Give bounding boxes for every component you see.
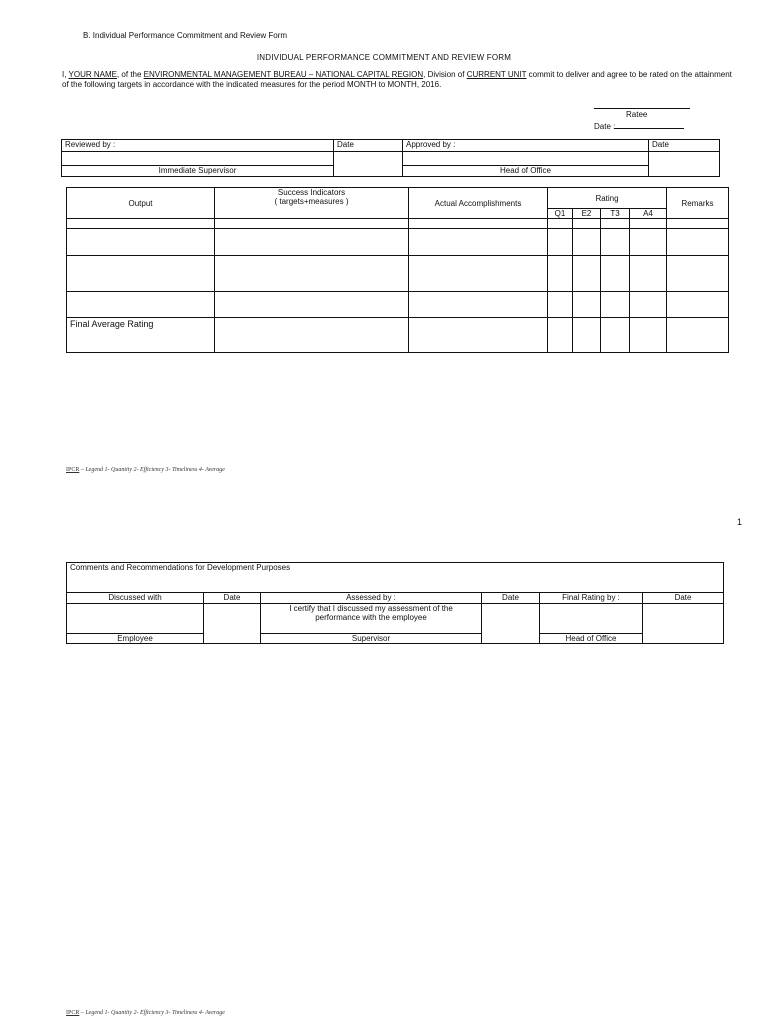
col-rating-header: Rating xyxy=(548,188,667,209)
para-prefix: I, xyxy=(62,70,69,79)
review-date-label: Date xyxy=(334,140,403,152)
commitment-paragraph xyxy=(62,70,732,90)
approved-by-label: Approved by : xyxy=(403,140,649,152)
remarks-cell[interactable] xyxy=(667,292,729,318)
unit-placeholder: CURRENT UNIT xyxy=(466,70,527,79)
rating-a-cell[interactable] xyxy=(630,256,667,292)
indicator-cell[interactable] xyxy=(215,219,409,229)
employee-date-cell[interactable] xyxy=(204,604,261,644)
remarks-cell[interactable] xyxy=(667,219,729,229)
remarks-cell[interactable] xyxy=(667,229,729,256)
assessed-date-label: Date xyxy=(482,593,540,604)
name-placeholder: YOUR NAME xyxy=(68,70,117,79)
indicator-cell[interactable] xyxy=(215,256,409,292)
approver-signature-cell[interactable] xyxy=(403,152,649,166)
rating-a-header: A4 xyxy=(630,209,667,219)
legend-bottom xyxy=(66,1010,225,1016)
head-of-office-label: Head of Office xyxy=(403,166,649,177)
supervisor-date-cell[interactable] xyxy=(482,604,540,644)
final-rating-date-label: Date xyxy=(643,593,724,604)
rating-q-cell[interactable] xyxy=(548,229,573,256)
final-remarks-cell[interactable] xyxy=(667,318,729,353)
head-of-office-bottom-label: Head of Office xyxy=(540,634,643,644)
rating-a-cell[interactable] xyxy=(630,229,667,256)
accomplishment-cell[interactable] xyxy=(409,229,548,256)
rating-e-cell[interactable] xyxy=(573,219,601,229)
discussed-with-label: Discussed with xyxy=(67,593,204,604)
table-row xyxy=(67,256,729,292)
rating-e-cell[interactable] xyxy=(573,292,601,318)
approval-date-cell[interactable] xyxy=(649,152,720,177)
final-indicator-cell[interactable] xyxy=(215,318,409,353)
employee-label: Employee xyxy=(67,634,204,644)
legend-text-top: – Legend 1- Quantity 2- Efficiency 3- Timeliness 4- Average xyxy=(79,467,225,473)
output-cell[interactable] xyxy=(67,219,215,229)
review-approval-table xyxy=(61,139,720,177)
ratee-signature-line xyxy=(594,102,690,109)
legend-ipcr-bottom: IPCR xyxy=(66,1010,80,1016)
final-a-cell[interactable] xyxy=(630,318,667,353)
success-header-line2: ( targets+measures ) xyxy=(274,197,349,206)
col-success-indicators-header xyxy=(215,188,409,219)
comments-table xyxy=(66,562,724,644)
rating-e-header: E2 xyxy=(573,209,601,219)
table-row xyxy=(67,292,729,318)
ratee-date-label: Date : xyxy=(594,122,616,131)
head-signature-cell[interactable] xyxy=(540,604,643,634)
legend-top xyxy=(66,467,225,473)
rating-q-cell[interactable] xyxy=(548,256,573,292)
rating-q-cell[interactable] xyxy=(548,219,573,229)
final-t-cell[interactable] xyxy=(601,318,630,353)
output-cell[interactable] xyxy=(67,229,215,256)
reviewed-by-label: Reviewed by : xyxy=(62,140,334,152)
para-mid1: , of the xyxy=(116,70,144,79)
col-actual-header: Actual Accomplishments xyxy=(409,188,548,219)
final-e-cell[interactable] xyxy=(573,318,601,353)
indicator-cell[interactable] xyxy=(215,229,409,256)
accomplishment-cell[interactable] xyxy=(409,219,548,229)
reviewer-signature-cell[interactable] xyxy=(62,152,334,166)
review-date-cell[interactable] xyxy=(334,152,403,177)
section-label: B. Individual Performance Commitment and Review Form xyxy=(83,31,288,40)
certify-statement xyxy=(261,604,482,634)
agency-name: ENVIRONMENTAL MANAGEMENT BUREAU – NATIONAL CAPITAL REGION xyxy=(143,70,424,79)
immediate-supervisor-label: Immediate Supervisor xyxy=(62,166,334,177)
final-rating-by-label: Final Rating by : xyxy=(540,593,643,604)
final-accomplishment-cell[interactable] xyxy=(409,318,548,353)
legend-text-bottom: – Legend 1- Quantity 2- Efficiency 3- Timeliness 4- Average xyxy=(79,1010,225,1016)
final-average-label: Final Average Rating xyxy=(67,318,215,353)
para-mid2: , Division of xyxy=(423,70,467,79)
rating-e-cell[interactable] xyxy=(573,256,601,292)
col-remarks-header: Remarks xyxy=(667,188,729,219)
approval-date-label: Date xyxy=(649,140,720,152)
accomplishment-cell[interactable] xyxy=(409,256,548,292)
certify-line1: I certify that I discussed my assessment of the xyxy=(289,604,453,613)
page-number: 1 xyxy=(737,517,743,527)
ratee-date-line xyxy=(614,128,684,129)
rating-a-cell[interactable] xyxy=(630,292,667,318)
performance-table xyxy=(66,187,729,353)
remarks-cell[interactable] xyxy=(667,256,729,292)
certify-line2: performance with the employee xyxy=(315,613,427,622)
rating-e-cell[interactable] xyxy=(573,229,601,256)
output-cell[interactable] xyxy=(67,292,215,318)
comments-header: Comments and Recommendations for Development Purposes xyxy=(67,563,724,593)
rating-q-cell[interactable] xyxy=(548,292,573,318)
output-cell[interactable] xyxy=(67,256,215,292)
assessed-by-label: Assessed by : xyxy=(261,593,482,604)
rating-t-cell[interactable] xyxy=(601,292,630,318)
table-row xyxy=(67,229,729,256)
rating-t-cell[interactable] xyxy=(601,229,630,256)
para-suffix: commit to deliver and agree to be rated on the attainment of the following targets in accordance with the indicated measures for the period MONTH to MONTH, 2016. xyxy=(62,70,732,89)
ratee-label: Ratee xyxy=(626,110,648,119)
table-row xyxy=(67,219,729,229)
final-average-row xyxy=(67,318,729,353)
rating-q-header: Q1 xyxy=(548,209,573,219)
accomplishment-cell[interactable] xyxy=(409,292,548,318)
final-q-cell[interactable] xyxy=(548,318,573,353)
rating-t-header: T3 xyxy=(601,209,630,219)
supervisor-label: Supervisor xyxy=(261,634,482,644)
head-date-cell[interactable] xyxy=(643,604,724,644)
indicator-cell[interactable] xyxy=(215,292,409,318)
form-title: INDIVIDUAL PERFORMANCE COMMITMENT AND REVIEW FORM xyxy=(256,53,512,62)
employee-signature-cell[interactable] xyxy=(67,604,204,634)
col-output-header: Output xyxy=(67,188,215,219)
rating-a-cell[interactable] xyxy=(630,219,667,229)
rating-t-cell[interactable] xyxy=(601,219,630,229)
discussed-date-label: Date xyxy=(204,593,261,604)
success-header-line1: Success Indicators xyxy=(277,188,346,197)
legend-ipcr-top: IPCR xyxy=(66,467,80,473)
rating-t-cell[interactable] xyxy=(601,256,630,292)
